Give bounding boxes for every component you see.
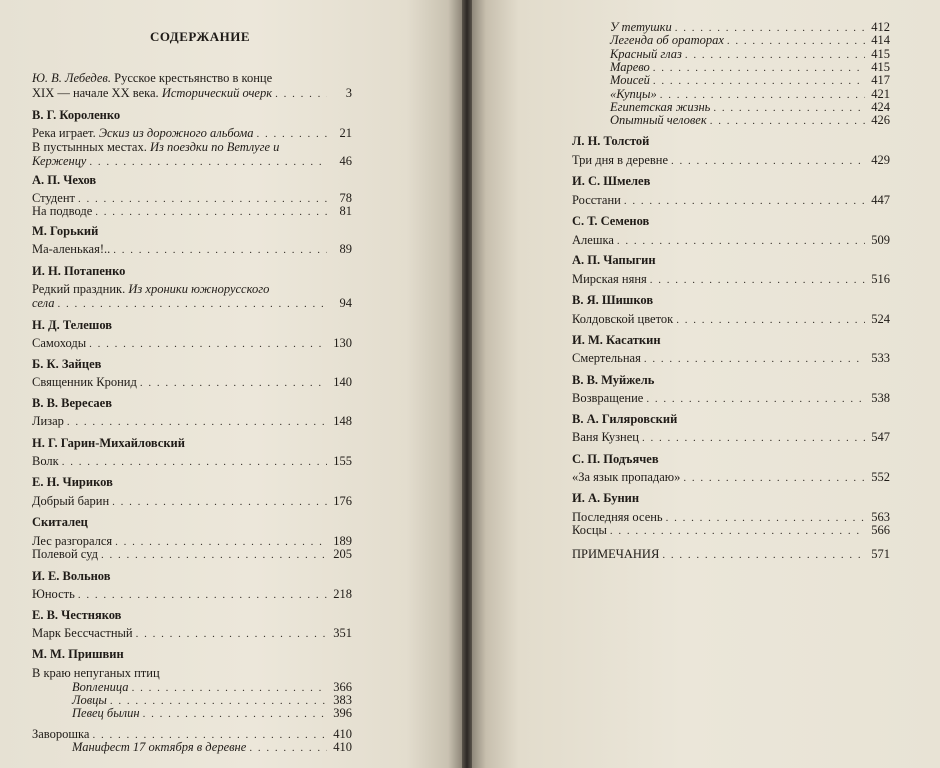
author-podyachev: С. П. Подъячев — [572, 452, 659, 466]
work-title: Косцы — [572, 523, 607, 537]
work-title: Ловцы — [72, 693, 107, 707]
author-skitalets: Скиталец — [32, 515, 88, 529]
toc-entry-polevoy[interactable] — [32, 546, 352, 562]
dot-leader — [57, 296, 327, 312]
work-title: Опытный человек — [610, 113, 707, 127]
work-title: Священник Кронид — [32, 375, 137, 389]
dot-leader — [671, 153, 865, 169]
work-title: Мирская няня — [572, 272, 647, 286]
dot-leader — [642, 430, 865, 446]
page-number: 351 — [333, 626, 352, 640]
work-title: Лизар — [32, 414, 64, 428]
dot-leader — [136, 626, 327, 642]
dot-leader — [610, 523, 865, 539]
toc-entry-intro[interactable] — [32, 85, 352, 101]
toc-entry-redkiy[interactable] — [32, 295, 352, 311]
work-title: На подводе — [32, 204, 93, 218]
toc-entry-mirskaya[interactable] — [572, 271, 890, 287]
toc-entry-volk[interactable] — [32, 453, 352, 469]
dot-leader — [617, 233, 865, 249]
dot-leader — [710, 113, 865, 129]
page-number: 547 — [871, 430, 890, 444]
page-number: 524 — [871, 312, 890, 326]
page-number: 218 — [333, 587, 352, 601]
right-page — [472, 0, 940, 768]
intro-line-1 — [32, 70, 272, 86]
author-shmelev: И. С. Шмелев — [572, 174, 651, 188]
work-title: Красный глаз — [610, 47, 682, 61]
page-number: 189 — [333, 534, 352, 548]
dot-leader — [683, 470, 865, 486]
work-title: Марево — [610, 60, 650, 74]
dot-leader — [646, 391, 865, 407]
work-title: «За язык пропадаю» — [572, 470, 681, 484]
dot-leader — [101, 547, 327, 563]
toc-entry-vanya[interactable] — [572, 429, 890, 445]
page-number: 571 — [871, 547, 890, 561]
page-number: 46 — [339, 154, 352, 168]
author-chestnyakov: Е. В. Честняков — [32, 608, 122, 622]
work-title: «Купцы» — [610, 87, 657, 101]
page-number: 410 — [333, 740, 352, 754]
toc-entry-pevets[interactable] — [72, 705, 352, 721]
toc-entry-svyashchennik[interactable] — [32, 374, 352, 390]
author-garin: Н. Г. Гарин-Михайловский — [32, 436, 185, 450]
page-number: 130 — [333, 336, 352, 350]
toc-entry-vozvrashchenie[interactable] — [572, 390, 890, 406]
dot-leader — [62, 454, 327, 470]
work-title: Египетская жизнь — [610, 100, 711, 114]
dot-leader — [624, 193, 865, 209]
page-number: 383 — [333, 693, 352, 707]
work-title: Смертельная — [572, 351, 641, 365]
dot-leader — [249, 740, 327, 756]
author-chapygin: А. П. Чапыгин — [572, 253, 656, 267]
page-number: 366 — [333, 680, 352, 694]
work-title: Манифест 17 октября в деревне — [72, 740, 247, 754]
author-veresaev: В. В. Вересаев — [32, 396, 112, 410]
author-bunin: И. А. Бунин — [572, 491, 640, 505]
toc-entry-za-yazyk[interactable] — [572, 469, 890, 485]
toc-entry-lizar[interactable] — [32, 413, 352, 429]
page-number: 78 — [339, 191, 352, 205]
work-title: Полевой суд — [32, 547, 98, 561]
page-number: 412 — [871, 20, 890, 34]
book-gutter — [462, 0, 472, 768]
dot-leader — [89, 336, 327, 352]
work-title: Заворошка — [32, 727, 90, 741]
dot-leader — [113, 242, 327, 258]
page-number: 566 — [871, 523, 890, 537]
author-shishkov: В. Я. Шишков — [572, 293, 654, 307]
work-title: Юность — [32, 587, 75, 601]
dot-leader — [676, 312, 865, 328]
toc-entry-smertelnaya[interactable] — [572, 350, 890, 366]
author-teleshov: Н. Д. Телешов — [32, 318, 113, 332]
work-title: Колдовской цветок — [572, 312, 674, 326]
work-subtitle: Керженцу — [32, 154, 87, 168]
work-title: Последняя осень — [572, 510, 663, 524]
work-title: Ма-аленькая!.. — [32, 242, 111, 256]
dot-leader — [67, 414, 327, 430]
author-korolenko: В. Г. Короленко — [32, 108, 121, 122]
page-number: 417 — [871, 73, 890, 87]
author-chirikov: Е. Н. Чириков — [32, 475, 113, 489]
page-number: 516 — [871, 272, 890, 286]
dot-leader — [89, 154, 327, 170]
work-title: У тетушки — [610, 20, 672, 34]
work-title: В пустынных местах. — [32, 140, 147, 154]
author-gilyarovsky: В. А. Гиляровский — [572, 412, 678, 426]
work-subtitle: Эскиз из дорожного альбома — [98, 126, 254, 140]
work-title: Студент — [32, 191, 75, 205]
work-title: Добрый барин — [32, 494, 110, 508]
dot-leader — [78, 587, 327, 603]
work-title: Возвращение — [572, 391, 644, 405]
author-gorky: М. Горький — [32, 224, 99, 238]
page-number: 410 — [333, 727, 352, 741]
page-number: 3 — [345, 86, 352, 100]
dot-leader — [644, 351, 865, 367]
page-number: 414 — [871, 33, 890, 47]
page-number: 21 — [339, 126, 352, 140]
toc-entry-kraiu[interactable]: В краю непуганых птиц — [32, 666, 160, 680]
work-title: Самоходы — [32, 336, 87, 350]
toc-entry-malenkaya[interactable] — [32, 241, 352, 257]
toc-entry-aleshka[interactable] — [572, 232, 890, 248]
toc-entry-rosstani[interactable] — [572, 192, 890, 208]
toc-title: СОДЕРЖАНИЕ — [149, 29, 251, 44]
dot-leader — [662, 547, 865, 563]
page-number: 148 — [333, 414, 352, 428]
page-number: 415 — [871, 60, 890, 74]
page-number: 81 — [339, 204, 352, 218]
toc-entry-opytny[interactable] — [610, 112, 890, 128]
dot-leader — [95, 204, 327, 220]
author-semenov: С. Т. Семенов — [572, 214, 650, 228]
page-number: 552 — [871, 470, 890, 484]
work-subtitle: Из поездки по Ветлуге и — [149, 140, 280, 154]
work-title: Марк Бессчастный — [32, 626, 133, 640]
work-title: Лес разгорался — [32, 534, 113, 548]
author-volnov: И. Е. Вольнов — [32, 569, 111, 583]
page-number: 205 — [333, 547, 352, 561]
work-title: Ваня Кузнец — [572, 430, 639, 444]
toc-entry-podvode[interactable] — [32, 203, 352, 219]
left-page — [0, 0, 462, 768]
dot-leader — [275, 86, 327, 102]
dot-leader — [650, 272, 865, 288]
toc-entry-kostsy[interactable] — [572, 522, 890, 538]
author-prishvin: М. М. Пришвин — [32, 647, 124, 661]
work-title: ПРИМЕЧАНИЯ — [572, 547, 660, 561]
page-number: 415 — [871, 47, 890, 61]
author-muizhel: В. В. Муйжель — [572, 373, 655, 387]
author-tolstoy: Л. Н. Толстой — [572, 134, 650, 148]
page-number: 94 — [339, 296, 352, 310]
dot-leader — [143, 706, 327, 722]
page-number: 396 — [333, 706, 352, 720]
page-number: 421 — [871, 87, 890, 101]
work-title: Легенда об ораторах — [610, 33, 724, 47]
author-kasatkin: И. М. Касаткин — [572, 333, 661, 347]
author-chekhov: А. П. Чехов — [32, 173, 97, 187]
work-title: Вопленица — [72, 680, 129, 694]
page-number: 563 — [871, 510, 890, 524]
intro-author: Ю. В. Лебедев. — [32, 71, 111, 85]
page-number: 89 — [339, 242, 352, 256]
work-title: Алешка — [572, 233, 614, 247]
page-number: 424 — [871, 100, 890, 114]
toc-entry-mark[interactable] — [32, 625, 352, 641]
author-zaitsev: Б. К. Зайцев — [32, 357, 102, 371]
page-number: 533 — [871, 351, 890, 365]
work-subtitle: Из хроники южнорусского — [128, 282, 270, 296]
work-subtitle: села — [32, 296, 55, 310]
page-number: 509 — [871, 233, 890, 247]
page-number: 538 — [871, 391, 890, 405]
toc-entry-pust[interactable] — [32, 153, 352, 169]
intro-title-1: Русское крестьянство в конце — [114, 71, 273, 85]
work-title: Певец былин — [72, 706, 140, 720]
page-number: 176 — [333, 494, 352, 508]
work-title: Три дня в деревне — [572, 153, 669, 167]
toc-entry-manifest[interactable] — [72, 739, 352, 755]
toc-entry-samokhody[interactable] — [32, 335, 352, 351]
toc-entry-primechaniya[interactable] — [572, 546, 890, 562]
page-number: 447 — [871, 193, 890, 207]
dot-leader — [112, 494, 327, 510]
dot-leader — [140, 375, 327, 391]
page-number: 140 — [333, 375, 352, 389]
work-title: Волк — [32, 454, 59, 468]
toc-entry-koldovskoy[interactable] — [572, 311, 890, 327]
toc-entry-tri[interactable] — [572, 152, 890, 168]
author-potapenko: И. Н. Потапенко — [32, 264, 126, 278]
page-number: 429 — [871, 153, 890, 167]
page-number: 426 — [871, 113, 890, 127]
page-number: 155 — [333, 454, 352, 468]
work-title: Росстани — [572, 193, 621, 207]
intro-title-2-italic: Исторический очерк — [161, 86, 273, 100]
work-title: Редкий праздник. — [32, 282, 126, 296]
toc-entry-yunost[interactable] — [32, 586, 352, 602]
work-title: Моисей — [610, 73, 650, 87]
work-title: Река играет. — [32, 126, 96, 140]
toc-entry-dobryy[interactable] — [32, 493, 352, 509]
intro-title-2: XIX — начале XX века. — [32, 86, 159, 100]
